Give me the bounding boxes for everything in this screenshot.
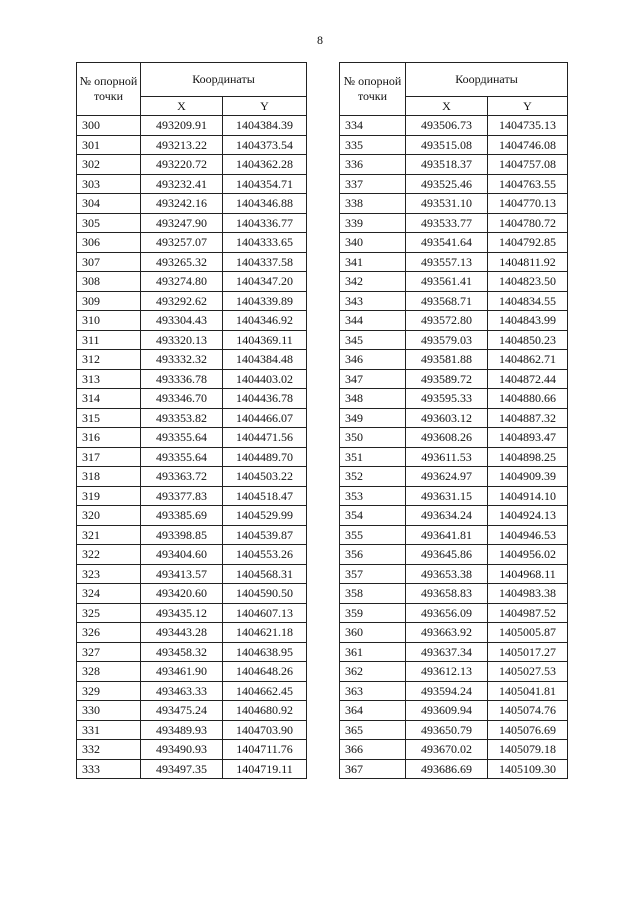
x-coordinate-cell: 493346.70	[141, 389, 223, 409]
x-coordinate-cell: 493209.91	[141, 116, 223, 136]
y-coordinate-cell: 1404843.99	[488, 311, 568, 331]
y-coordinate-cell: 1404909.39	[488, 467, 568, 487]
y-coordinate-cell: 1404346.92	[223, 311, 307, 331]
table-row	[340, 701, 568, 721]
point-number-cell: 311	[77, 330, 141, 350]
table-row	[77, 155, 307, 175]
y-coordinate-cell: 1404403.02	[223, 369, 307, 389]
y-coordinate-cell: 1404466.07	[223, 408, 307, 428]
x-coordinate-cell: 493561.41	[406, 272, 488, 292]
point-number-cell: 306	[77, 233, 141, 253]
point-number-cell: 365	[340, 720, 406, 740]
x-coordinate-cell: 493398.85	[141, 525, 223, 545]
y-coordinate-cell: 1404346.88	[223, 194, 307, 214]
y-coordinate-cell: 1404354.71	[223, 174, 307, 194]
y-coordinate-cell: 1404489.70	[223, 447, 307, 467]
point-number-cell: 322	[77, 545, 141, 565]
y-coordinate-cell: 1404503.22	[223, 467, 307, 487]
y-coordinate-cell: 1404880.66	[488, 389, 568, 409]
x-coordinate-cell: 493220.72	[141, 155, 223, 175]
point-number-cell: 332	[77, 740, 141, 760]
x-coordinate-cell: 493443.28	[141, 623, 223, 643]
table-row	[340, 603, 568, 623]
table-row	[77, 272, 307, 292]
table-row	[77, 311, 307, 331]
x-coordinate-cell: 493355.64	[141, 428, 223, 448]
table-row	[77, 564, 307, 584]
table-row	[77, 369, 307, 389]
y-coordinate-cell: 1404719.11	[223, 759, 307, 779]
point-number-cell: 341	[340, 252, 406, 272]
point-number-cell: 354	[340, 506, 406, 526]
point-number-cell: 367	[340, 759, 406, 779]
point-number-cell: 317	[77, 447, 141, 467]
table-row	[340, 213, 568, 233]
x-coordinate-cell: 493658.83	[406, 584, 488, 604]
table-row	[340, 369, 568, 389]
point-number-cell: 352	[340, 467, 406, 487]
x-coordinate-cell: 493624.97	[406, 467, 488, 487]
x-coordinate-cell: 493336.78	[141, 369, 223, 389]
point-number-cell: 300	[77, 116, 141, 136]
x-coordinate-cell: 493304.43	[141, 311, 223, 331]
x-coordinate-cell: 493653.38	[406, 564, 488, 584]
point-number-cell: 361	[340, 642, 406, 662]
point-number-cell: 326	[77, 623, 141, 643]
point-number-cell: 304	[77, 194, 141, 214]
point-number-cell: 305	[77, 213, 141, 233]
table-row	[340, 467, 568, 487]
x-coordinate-cell: 493533.77	[406, 213, 488, 233]
x-coordinate-cell: 493247.90	[141, 213, 223, 233]
y-coordinate-cell: 1404850.23	[488, 330, 568, 350]
point-number-cell: 309	[77, 291, 141, 311]
y-coordinate-cell: 1405005.87	[488, 623, 568, 643]
table-row	[77, 603, 307, 623]
table-row	[340, 759, 568, 779]
y-coordinate-cell: 1404680.92	[223, 701, 307, 721]
x-coordinate-cell: 493557.13	[406, 252, 488, 272]
y-coordinate-cell: 1404436.78	[223, 389, 307, 409]
y-coordinate-cell: 1404339.89	[223, 291, 307, 311]
x-coordinate-cell: 493320.13	[141, 330, 223, 350]
x-coordinate-cell: 493213.22	[141, 135, 223, 155]
y-coordinate-cell: 1404607.13	[223, 603, 307, 623]
y-coordinate-cell: 1404780.72	[488, 213, 568, 233]
point-number-cell: 343	[340, 291, 406, 311]
y-coordinate-cell: 1404337.58	[223, 252, 307, 272]
point-number-cell: 333	[77, 759, 141, 779]
y-coordinate-cell: 1405041.81	[488, 681, 568, 701]
point-number-cell: 319	[77, 486, 141, 506]
table-row	[340, 252, 568, 272]
x-coordinate-cell: 493489.93	[141, 720, 223, 740]
y-coordinate-cell: 1404539.87	[223, 525, 307, 545]
x-coordinate-cell: 493641.81	[406, 525, 488, 545]
table-row	[340, 740, 568, 760]
y-coordinate-cell: 1404834.55	[488, 291, 568, 311]
x-coordinate-cell: 493461.90	[141, 662, 223, 682]
y-coordinate-cell: 1404369.11	[223, 330, 307, 350]
point-number-cell: 307	[77, 252, 141, 272]
table-row	[77, 116, 307, 136]
point-number-cell: 335	[340, 135, 406, 155]
point-number-cell: 357	[340, 564, 406, 584]
table-row	[77, 681, 307, 701]
table-body-right	[340, 116, 568, 779]
table-row	[340, 272, 568, 292]
point-number-cell: 325	[77, 603, 141, 623]
point-number-cell: 342	[340, 272, 406, 292]
y-coordinate-cell: 1404703.90	[223, 720, 307, 740]
x-coordinate-cell: 493274.80	[141, 272, 223, 292]
y-coordinate-cell: 1404590.50	[223, 584, 307, 604]
y-coordinate-cell: 1404621.18	[223, 623, 307, 643]
y-coordinate-cell: 1405109.30	[488, 759, 568, 779]
y-column-header: Y	[488, 97, 568, 116]
x-coordinate-cell: 493385.69	[141, 506, 223, 526]
y-coordinate-cell: 1404924.13	[488, 506, 568, 526]
x-coordinate-cell: 493650.79	[406, 720, 488, 740]
point-number-cell: 344	[340, 311, 406, 331]
point-number-cell: 320	[77, 506, 141, 526]
table-row	[77, 701, 307, 721]
point-number-cell: 330	[77, 701, 141, 721]
table-row	[77, 408, 307, 428]
point-number-cell: 338	[340, 194, 406, 214]
x-coordinate-cell: 493515.08	[406, 135, 488, 155]
x-column-header: X	[141, 97, 223, 116]
point-number-cell: 324	[77, 584, 141, 604]
x-coordinate-cell: 493608.26	[406, 428, 488, 448]
point-number-cell: 366	[340, 740, 406, 760]
y-coordinate-cell: 1404638.95	[223, 642, 307, 662]
coordinates-header: Координаты	[406, 63, 568, 97]
table-row	[340, 330, 568, 350]
table-row	[77, 233, 307, 253]
y-coordinate-cell: 1404887.32	[488, 408, 568, 428]
point-number-cell: 364	[340, 701, 406, 721]
x-coordinate-cell: 493568.71	[406, 291, 488, 311]
point-number-cell: 321	[77, 525, 141, 545]
table-row	[77, 291, 307, 311]
y-coordinate-cell: 1405076.69	[488, 720, 568, 740]
point-number-cell: 336	[340, 155, 406, 175]
point-number-cell: 356	[340, 545, 406, 565]
y-coordinate-cell: 1404983.38	[488, 584, 568, 604]
x-coordinate-cell: 493579.03	[406, 330, 488, 350]
table-row	[340, 681, 568, 701]
x-coordinate-cell: 493645.86	[406, 545, 488, 565]
y-coordinate-cell: 1404373.54	[223, 135, 307, 155]
point-number-cell: 318	[77, 467, 141, 487]
y-coordinate-cell: 1404823.50	[488, 272, 568, 292]
x-coordinate-cell: 493595.33	[406, 389, 488, 409]
point-number-cell: 340	[340, 233, 406, 253]
x-coordinate-cell: 493634.24	[406, 506, 488, 526]
x-coordinate-cell: 493257.07	[141, 233, 223, 253]
point-number-cell: 360	[340, 623, 406, 643]
x-coordinate-cell: 493475.24	[141, 701, 223, 721]
x-coordinate-cell: 493497.35	[141, 759, 223, 779]
table-row	[340, 720, 568, 740]
x-coordinate-cell: 493377.83	[141, 486, 223, 506]
x-coordinate-cell: 493265.32	[141, 252, 223, 272]
point-number-cell: 347	[340, 369, 406, 389]
x-coordinate-cell: 493413.57	[141, 564, 223, 584]
y-coordinate-cell: 1404946.53	[488, 525, 568, 545]
table-row	[77, 428, 307, 448]
y-coordinate-cell: 1405017.27	[488, 642, 568, 662]
x-column-header: X	[406, 97, 488, 116]
x-coordinate-cell: 493612.13	[406, 662, 488, 682]
x-coordinate-cell: 493594.24	[406, 681, 488, 701]
point-number-cell: 312	[77, 350, 141, 370]
y-coordinate-cell: 1404648.26	[223, 662, 307, 682]
table-row	[340, 642, 568, 662]
point-number-cell: 328	[77, 662, 141, 682]
point-number-cell: 359	[340, 603, 406, 623]
table-row	[77, 135, 307, 155]
table-row	[77, 467, 307, 487]
x-coordinate-cell: 493404.60	[141, 545, 223, 565]
y-coordinate-cell: 1404763.55	[488, 174, 568, 194]
point-number-cell: 337	[340, 174, 406, 194]
y-coordinate-cell: 1404956.02	[488, 545, 568, 565]
point-number-cell: 331	[77, 720, 141, 740]
y-coordinate-cell: 1404735.13	[488, 116, 568, 136]
table-row	[340, 545, 568, 565]
point-number-cell: 323	[77, 564, 141, 584]
y-coordinate-cell: 1404711.76	[223, 740, 307, 760]
y-coordinate-cell: 1405027.53	[488, 662, 568, 682]
point-number-cell: 355	[340, 525, 406, 545]
y-coordinate-cell: 1404662.45	[223, 681, 307, 701]
y-coordinate-cell: 1404553.26	[223, 545, 307, 565]
table-row	[340, 291, 568, 311]
point-number-cell: 346	[340, 350, 406, 370]
x-coordinate-cell: 493363.72	[141, 467, 223, 487]
point-number-cell: 363	[340, 681, 406, 701]
table-row	[340, 564, 568, 584]
point-number-cell: 302	[77, 155, 141, 175]
x-coordinate-cell: 493490.93	[141, 740, 223, 760]
y-coordinate-cell: 1404757.08	[488, 155, 568, 175]
x-coordinate-cell: 493631.15	[406, 486, 488, 506]
x-coordinate-cell: 493603.12	[406, 408, 488, 428]
table-row	[340, 447, 568, 467]
point-number-cell: 348	[340, 389, 406, 409]
table-row	[340, 428, 568, 448]
x-coordinate-cell: 493525.46	[406, 174, 488, 194]
table-row	[340, 408, 568, 428]
point-number-cell: 310	[77, 311, 141, 331]
y-coordinate-cell: 1404384.39	[223, 116, 307, 136]
table-row	[77, 720, 307, 740]
table-row	[340, 584, 568, 604]
table-body-left	[77, 116, 307, 779]
point-number-cell: 316	[77, 428, 141, 448]
x-coordinate-cell: 493637.34	[406, 642, 488, 662]
x-coordinate-cell: 493656.09	[406, 603, 488, 623]
y-coordinate-cell: 1404384.48	[223, 350, 307, 370]
y-coordinate-cell: 1404333.65	[223, 233, 307, 253]
x-coordinate-cell: 493420.60	[141, 584, 223, 604]
x-coordinate-cell: 493609.94	[406, 701, 488, 721]
table-row	[77, 213, 307, 233]
y-coordinate-cell: 1404811.92	[488, 252, 568, 272]
x-coordinate-cell: 493242.16	[141, 194, 223, 214]
table-row	[77, 330, 307, 350]
table-row	[77, 252, 307, 272]
table-row	[340, 155, 568, 175]
point-number-cell: 349	[340, 408, 406, 428]
y-coordinate-cell: 1404792.85	[488, 233, 568, 253]
table-row	[340, 135, 568, 155]
table-row	[77, 389, 307, 409]
table-row	[340, 311, 568, 331]
coordinates-table-left	[76, 62, 307, 779]
table-row	[340, 194, 568, 214]
point-number-cell: 329	[77, 681, 141, 701]
x-coordinate-cell: 493531.10	[406, 194, 488, 214]
x-coordinate-cell: 493353.82	[141, 408, 223, 428]
y-coordinate-cell: 1404862.71	[488, 350, 568, 370]
table-row	[77, 662, 307, 682]
point-number-cell: 301	[77, 135, 141, 155]
point-number-cell: 315	[77, 408, 141, 428]
x-coordinate-cell: 493355.64	[141, 447, 223, 467]
point-number-cell: 345	[340, 330, 406, 350]
table-row	[340, 233, 568, 253]
table-row	[340, 525, 568, 545]
y-coordinate-cell: 1404362.28	[223, 155, 307, 175]
y-coordinate-cell: 1404336.77	[223, 213, 307, 233]
table-row	[77, 194, 307, 214]
table-row	[77, 545, 307, 565]
table-row	[340, 389, 568, 409]
x-coordinate-cell: 493581.88	[406, 350, 488, 370]
point-number-cell: 314	[77, 389, 141, 409]
table-row	[77, 506, 307, 526]
table-row	[340, 486, 568, 506]
point-number-cell: 303	[77, 174, 141, 194]
table-row	[77, 584, 307, 604]
table-row	[77, 759, 307, 779]
table-row	[340, 174, 568, 194]
point-number-cell: 308	[77, 272, 141, 292]
table-row	[340, 506, 568, 526]
y-coordinate-cell: 1404518.47	[223, 486, 307, 506]
table-row	[77, 525, 307, 545]
y-coordinate-cell: 1404968.11	[488, 564, 568, 584]
x-coordinate-cell: 493572.80	[406, 311, 488, 331]
y-coordinate-cell: 1404746.08	[488, 135, 568, 155]
y-coordinate-cell: 1404347.20	[223, 272, 307, 292]
x-coordinate-cell: 493506.73	[406, 116, 488, 136]
y-coordinate-cell: 1404872.44	[488, 369, 568, 389]
y-coordinate-cell: 1404529.99	[223, 506, 307, 526]
point-number-cell: 351	[340, 447, 406, 467]
y-coordinate-cell: 1404987.52	[488, 603, 568, 623]
table-row	[77, 642, 307, 662]
point-number-cell: 327	[77, 642, 141, 662]
x-coordinate-cell: 493663.92	[406, 623, 488, 643]
y-coordinate-cell: 1405079.18	[488, 740, 568, 760]
table-row	[340, 662, 568, 682]
point-number-header: № опорной точки	[340, 63, 406, 116]
point-number-header: № опорной точки	[77, 63, 141, 116]
point-number-cell: 339	[340, 213, 406, 233]
table-row	[77, 350, 307, 370]
x-coordinate-cell: 493541.64	[406, 233, 488, 253]
x-coordinate-cell: 493435.12	[141, 603, 223, 623]
table-row	[77, 623, 307, 643]
x-coordinate-cell: 493232.41	[141, 174, 223, 194]
table-row	[77, 740, 307, 760]
point-number-cell: 350	[340, 428, 406, 448]
point-number-cell: 362	[340, 662, 406, 682]
table-row	[340, 350, 568, 370]
y-coordinate-cell: 1404914.10	[488, 486, 568, 506]
x-coordinate-cell: 493458.32	[141, 642, 223, 662]
table-row	[77, 486, 307, 506]
x-coordinate-cell: 493589.72	[406, 369, 488, 389]
coordinates-table-right	[339, 62, 568, 779]
y-coordinate-cell: 1404471.56	[223, 428, 307, 448]
point-number-cell: 353	[340, 486, 406, 506]
x-coordinate-cell: 493332.32	[141, 350, 223, 370]
y-coordinate-cell: 1404898.25	[488, 447, 568, 467]
y-column-header: Y	[223, 97, 307, 116]
point-number-cell: 334	[340, 116, 406, 136]
x-coordinate-cell: 493686.69	[406, 759, 488, 779]
x-coordinate-cell: 493611.53	[406, 447, 488, 467]
y-coordinate-cell: 1404770.13	[488, 194, 568, 214]
x-coordinate-cell: 493292.62	[141, 291, 223, 311]
y-coordinate-cell: 1404893.47	[488, 428, 568, 448]
x-coordinate-cell: 493518.37	[406, 155, 488, 175]
point-number-cell: 313	[77, 369, 141, 389]
y-coordinate-cell: 1405074.76	[488, 701, 568, 721]
table-row	[340, 623, 568, 643]
table-row	[340, 116, 568, 136]
coordinates-header: Координаты	[141, 63, 307, 97]
y-coordinate-cell: 1404568.31	[223, 564, 307, 584]
x-coordinate-cell: 493463.33	[141, 681, 223, 701]
point-number-cell: 358	[340, 584, 406, 604]
table-row	[77, 174, 307, 194]
x-coordinate-cell: 493670.02	[406, 740, 488, 760]
page-number: 8	[317, 33, 323, 47]
table-row	[77, 447, 307, 467]
